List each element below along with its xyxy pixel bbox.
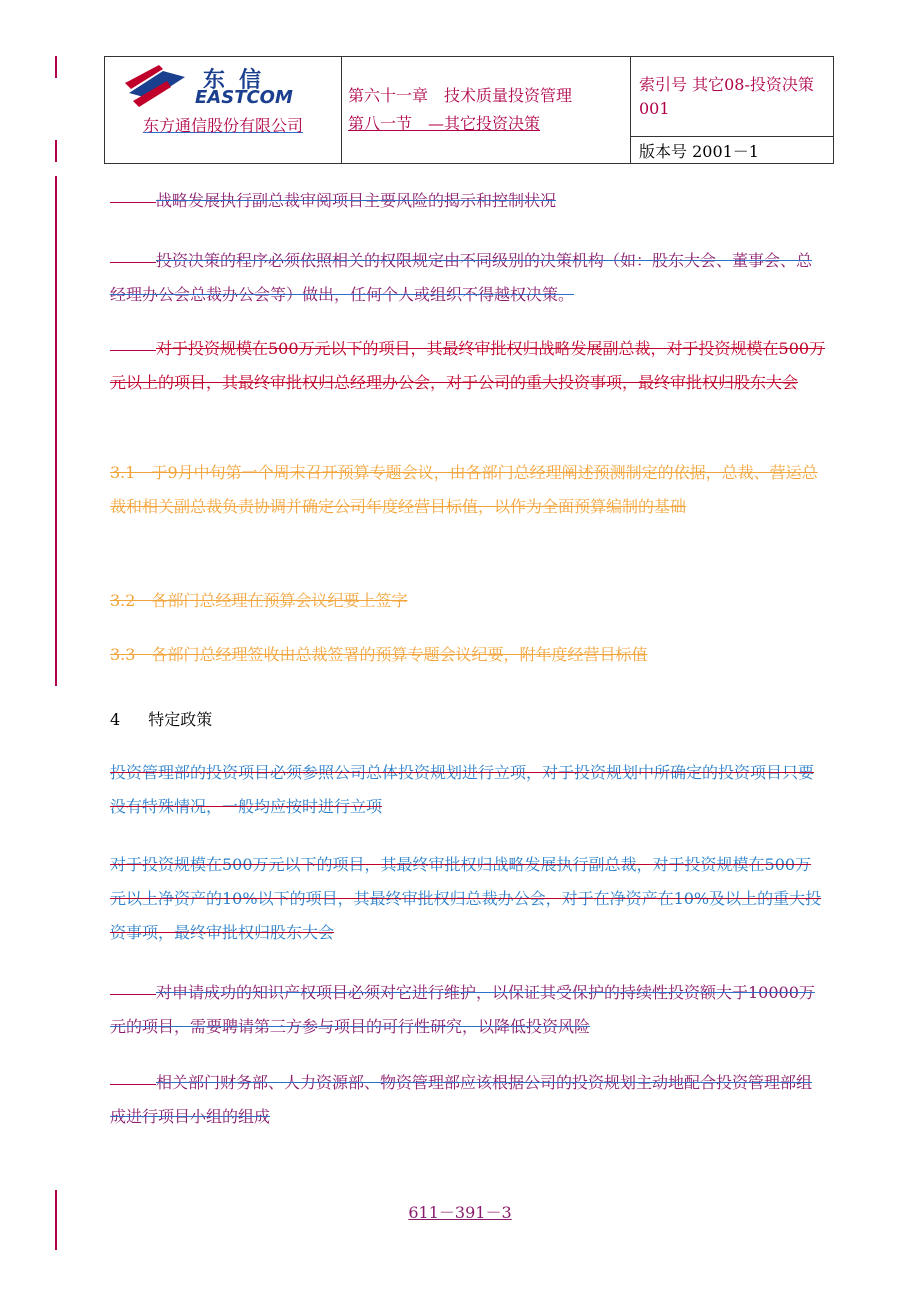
paragraph: 对于投资规模在500万元以下的项目，其最终审批权归战略发展执行副总裁，对于投资规模在500万元以上净资产的10%以下的项目，其最终审批权归总裁办公会，对于在净资产在10%及以上的重大投资事项，最终审批权归股东大会 xyxy=(110,855,822,942)
logo-english-text: EASTCOM xyxy=(195,87,293,108)
revision-bar xyxy=(55,176,57,686)
document-header xyxy=(104,56,834,164)
index-number: 索引号 其它08-投资决策001 xyxy=(631,57,834,137)
revision-bar xyxy=(55,56,57,78)
company-name: 东方通信股份有限公司 xyxy=(142,116,303,135)
paragraph: 战略发展执行副总裁审阅项目主要风险的揭示和控制状况 xyxy=(110,184,826,218)
paragraph: 投资管理部的投资项目必须参照公司总体投资规划进行立项，对于投资规划中所确定的投资项目只要没有特殊情况，一般均应按时进行立项 xyxy=(110,763,815,816)
paragraph: 相关部门财务部、人力资源部、物资管理部应该根据公司的投资规划主动地配合投资管理部组成进行项目小组的组成 xyxy=(110,1066,826,1134)
eastcom-logo-icon xyxy=(123,63,193,109)
paragraph: 3.2 各部门总经理在预算会议纪要上签字 xyxy=(110,591,408,610)
logo-cell xyxy=(105,57,342,164)
version-number: 版本号 2001－1 xyxy=(631,137,834,164)
paragraph: 3.3 各部门总经理签收由总裁签署的预算专题会议纪要，附年度经营目标值 xyxy=(110,645,648,664)
paragraph: 对申请成功的知识产权项目必须对它进行维护，以保证其受保护的持续性投资额大于10000万元的项目，需要聘请第三方参与项目的可行性研究，以降低投资风险 xyxy=(110,976,826,1044)
chapter-cell xyxy=(342,57,631,164)
section-title: 第八一节 —其它投资决策 xyxy=(348,114,541,133)
revision-bar xyxy=(55,140,57,162)
chapter-title: 第六十一章 技术质量投资管理 xyxy=(348,86,573,105)
paragraph: 投资决策的程序必须依照相关的权限规定由不同级别的决策机构（如：股东大会、董事会、总经理办公会总裁办公会等）做出，任何个人或组织不得越权决策。 xyxy=(110,244,826,312)
section-number: 4 xyxy=(110,710,121,729)
paragraph: 3.1 于9月中旬第一个周末召开预算专题会议，由各部门总经理阐述预测制定的依据，总裁、营运总裁和相关副总裁负责协调并确定公司年度经营目标值，以作为全面预算编制的基础 xyxy=(110,463,818,516)
page-number: 611－391－3 xyxy=(408,1203,512,1222)
paragraph: 对于投资规模在500万元以下的项目，其最终审批权归战略发展副总裁，对于投资规模在500万元以上的项目，其最终审批权归总经理办公会，对于公司的重大投资事项，最终审批权归股东大会 xyxy=(110,332,826,400)
company-logo xyxy=(123,63,323,111)
logo-chinese-text: 东信 xyxy=(203,68,276,93)
section-heading xyxy=(110,706,240,734)
section-heading-title: 特定政策 xyxy=(148,710,213,729)
